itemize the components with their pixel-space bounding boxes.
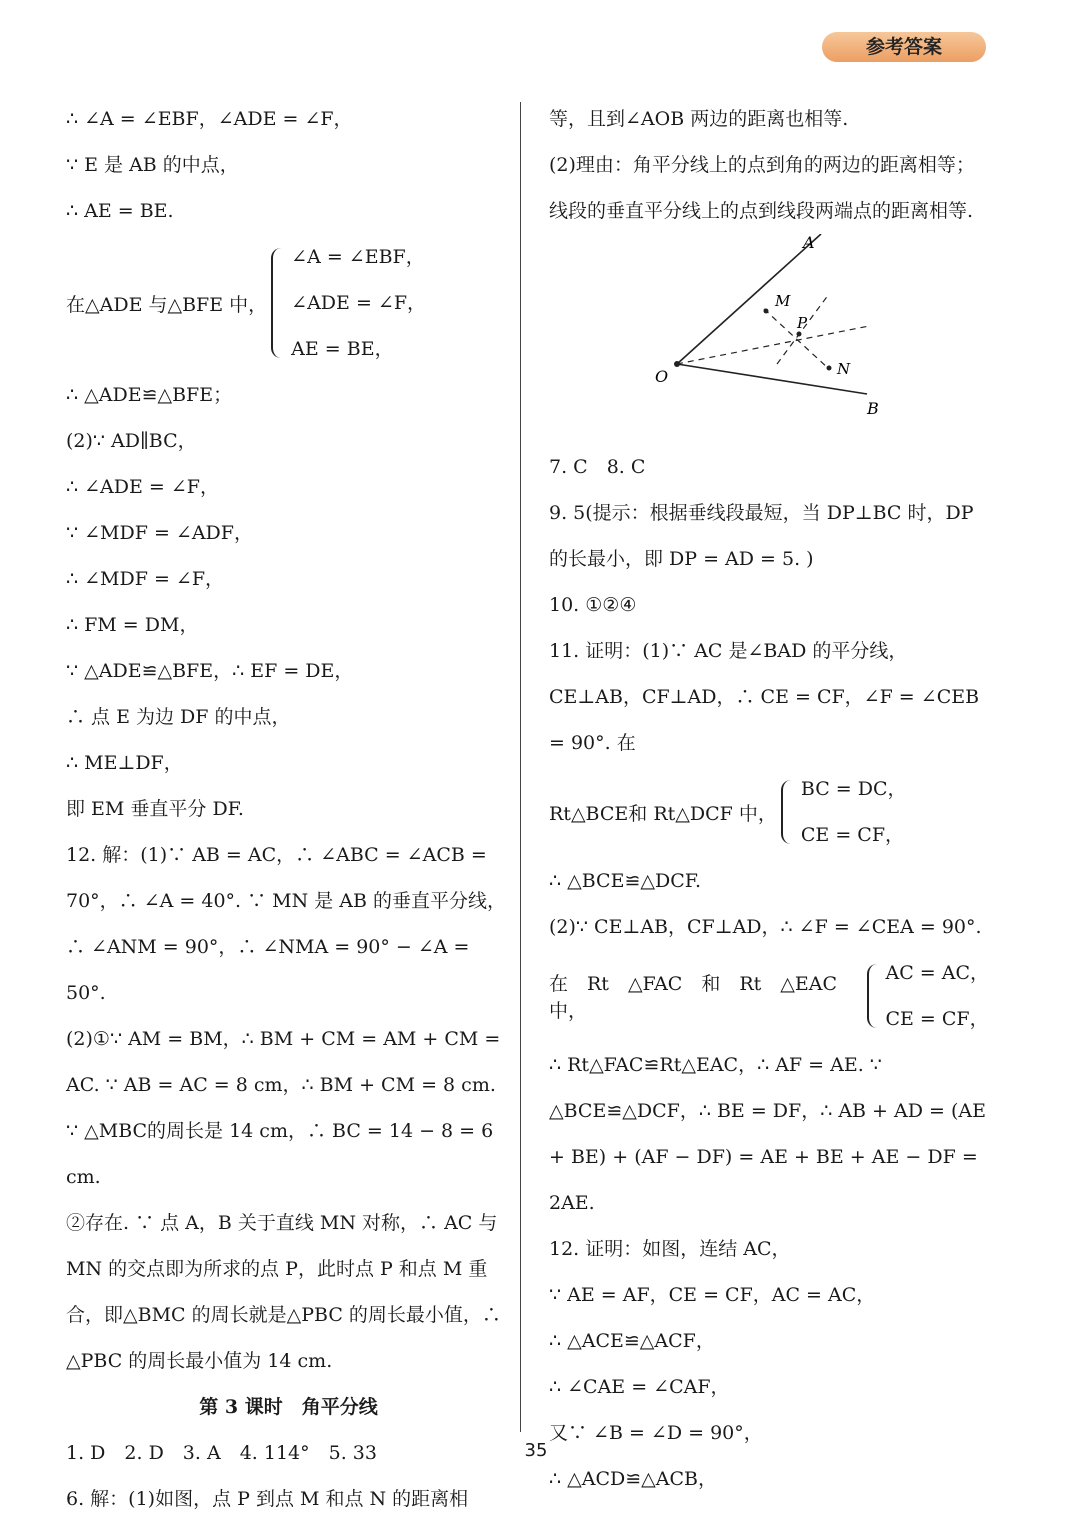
text-line: ∴ △ACE≌△ACF， [549, 1330, 715, 1352]
text-line: ∴ FM = DM， [66, 614, 199, 636]
brace [781, 780, 797, 844]
geometry-diagram [549, 234, 989, 444]
text-line: ∵ △ADE≌△BFE，∴ EF = DE， [66, 660, 354, 682]
answer-12-part2: (2)①∵ AM = BM，∴ BM + CM = AM + CM = AC. ∵ AB = AC = 8 cm，∴ BM + CM = 8 cm. ∵ △MBC的周长是 14 cm，∴ BC = 14 − 8 = 6 cm. [66, 1028, 501, 1188]
text-line: ∴ 点 E 为边 DF 的中点， [66, 706, 291, 728]
answer-11-part2: (2)∵ CE⊥AB，CF⊥AD，∴ ∠F = ∠CEA = 90°. [549, 916, 982, 938]
answers-1-5: 1. D 2. D 3. A 4. 114° 5. 33 [66, 1442, 377, 1464]
label-m: M [775, 292, 791, 310]
system-rows [885, 950, 989, 1042]
answer-12-part3: ②存在. ∵ 点 A，B 关于直线 MN 对称，∴ AC 与 MN 的交点即为所求的点 P，此时点 P 和点 M 重合，即△BMC 的周长就是△PBC 的周长最小值，∴ △PBC 的周长最小值为 14 cm. [66, 1212, 501, 1372]
answer-12-part1: 12. 解：(1)∵ AB = AC，∴ ∠ABC = ∠ACB = 70°，∴ ∠A = 40°. ∵ MN 是 AB 的垂直平分线，∴ ∠ANM = 90°，∴ ∠NMA = 90° − ∠A = 50°. [66, 844, 507, 1004]
text-line: ∴ ∠CAE = ∠CAF， [549, 1376, 730, 1398]
text-line: ∴ △ACD≌△ACB， [549, 1468, 717, 1490]
answer-9: 9. 5(提示：根据垂线段最短，当 DP⊥BC 时，DP 的长最小，即 DP = AD = 5. ) [549, 502, 974, 570]
text-line: 即 EM 垂直平分 DF. [66, 798, 244, 820]
answers-7-8: 7. C 8. C [549, 456, 646, 478]
answer-11-part3: ∴ Rt△FAC≌Rt△EAC，∴ AF = AE. ∵ △BCE≌△DCF，∴ BE = DF，∴ AB + AD = (AE + BE) + (AF − DF) = AE + BE + AE − DF = 2AE. [549, 1054, 986, 1214]
brace [271, 248, 287, 358]
answer-11-part1: 11. 证明：(1)∵ AC 是∠BAD 的平分线，CE⊥AB，CF⊥AD，∴ CE = CF，∠F = ∠CEB = 90°. 在 [549, 640, 980, 754]
page-number: 35 [524, 1440, 548, 1461]
brace [867, 964, 882, 1028]
text-line: ∵ AE = AF，CE = CF，AC = AC， [549, 1284, 876, 1306]
text-line: ∵ ∠MDF = ∠ADF， [66, 522, 253, 544]
text-line: ∴ ∠ADE = ∠F， [66, 476, 219, 498]
point-m [764, 309, 769, 314]
system-row: ∠A = ∠EBF， [291, 246, 425, 268]
column-divider [520, 102, 521, 1432]
system-prefix: 在△ADE 与△BFE 中， [66, 293, 268, 316]
angle-bisector-figure [549, 234, 989, 444]
text-line: ∴ ∠MDF = ∠F， [66, 568, 225, 590]
system-prefix: Rt△BCE和 Rt△DCF 中， [549, 802, 777, 825]
ray-oa [677, 234, 821, 364]
system-rows [291, 234, 426, 372]
text-line: (2)∵ AD∥BC， [66, 430, 197, 452]
answer-10: 10. ①②④ [549, 594, 637, 616]
system-row: ∠ADE = ∠F， [291, 292, 427, 314]
answer-6-start: 6. 解：(1)如图，点 P 到点 M 和点 N 的距离相 [66, 1488, 469, 1510]
system-row: AE = BE， [291, 338, 394, 360]
answer-6-reason: (2)理由：角平分线上的点到角的两边的距离相等；线段的垂直平分线上的点到线段两端点的距离相等. [549, 154, 975, 222]
text-line: 又∵ ∠B = ∠D = 90°， [549, 1422, 763, 1444]
point-n [827, 366, 832, 371]
label-a: A [803, 234, 815, 252]
text-line: ∴ △ADE≌△BFE； [66, 384, 233, 406]
answer-6-continued: 等，且到∠AOB 两边的距离也相等. [549, 108, 849, 130]
system-row: CE = CF， [800, 824, 905, 846]
system-rows [801, 766, 907, 858]
answer-11-conclusion: ∴ △BCE≌△DCF. [549, 870, 702, 892]
label-n: N [837, 360, 851, 378]
point-o [674, 361, 680, 367]
equation-system [549, 766, 989, 858]
system-row: BC = DC， [800, 778, 907, 800]
bisector-line [677, 326, 869, 364]
text-line: ∴ ∠A = ∠EBF，∠ADE = ∠F， [66, 108, 353, 130]
system-row: CE = CF， [885, 1008, 989, 1030]
text-line: ∵ E 是 AB 的中点， [66, 154, 239, 176]
label-b: B [867, 399, 879, 418]
text-line: 12. 证明：如图，连结 AC， [549, 1238, 791, 1260]
label-p: P [797, 314, 808, 332]
equation-system [66, 234, 511, 372]
answer-key-badge: 参考答案 [822, 32, 986, 62]
text-line: ∴ ME⊥DF， [66, 752, 183, 774]
system-row: AC = AC， [885, 962, 989, 984]
equation-system [549, 950, 989, 1042]
text-line: ∴ AE = BE. [66, 200, 174, 222]
right-column [549, 96, 989, 1502]
section-heading: 第 3 课时 角平分线 [199, 1396, 378, 1418]
left-column [66, 96, 511, 1522]
system-prefix: 在 Rt △FAC 和 Rt △EAC 中， [549, 973, 857, 1022]
point-p [797, 332, 802, 337]
label-o: O [655, 367, 669, 386]
